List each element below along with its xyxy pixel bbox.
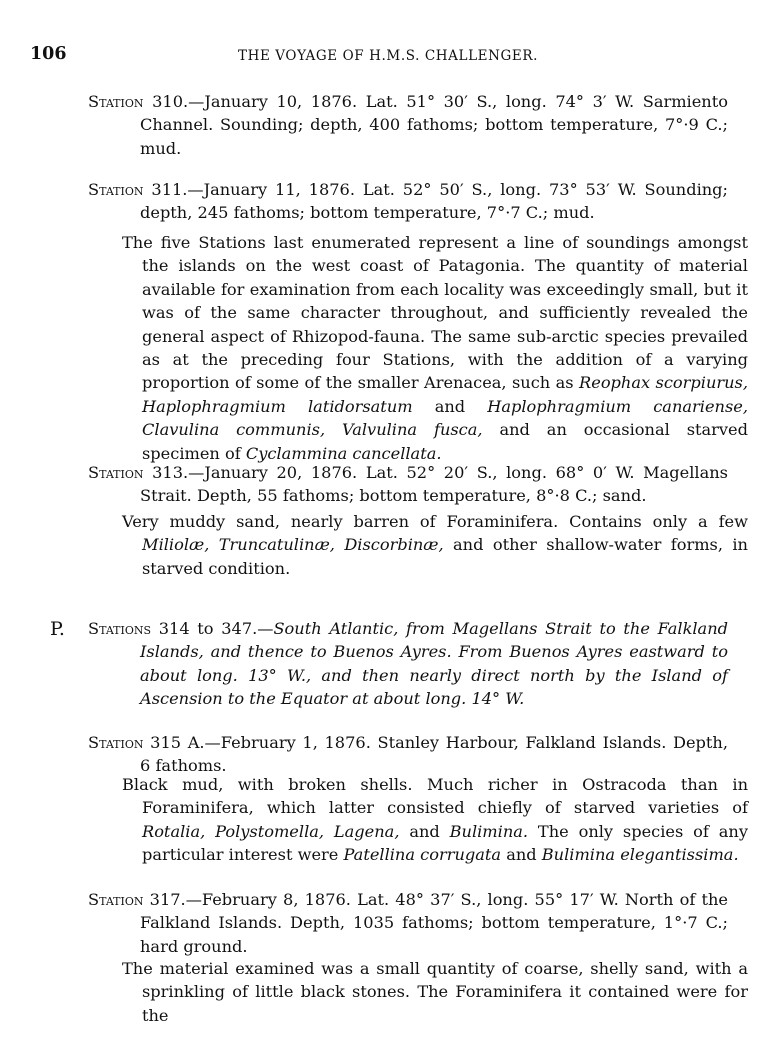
station-label: Station [88, 463, 144, 482]
station-311-description: The five Stations last enumerated represent a line of soundings amongst the islands on the west coast of Patagonia. The quantity of material available for examination from each locality was exceedingly small, but it was of the same character throughout, and sufficiently revealed the general aspect of Rhizopod-fauna. The same sub-arctic species prevailed as at the preceding four Stations, with the addition of a varying proportion of some of the smaller Arenacea, such as Reophax scorpiurus, Haplophragmium latidorsatum and Haplophragmium canariense, Clavulina communis, Valvulina fusca, and an occasional starved specimen of Cyclammina cancellata. [122, 233, 748, 463]
section-p-heading: Stations 314 to 347.—South Atlantic, from Magellans Strait to the Falkland Islands, and thence to Buenos Ayres. From Buenos Ayres eastward to about long. 13° W., and then nearly direct north by the Island of Ascension to the Equator at about long. 14° W. [88, 619, 728, 709]
station-313-description: Very muddy sand, nearly barren of Foraminifera. Contains only a few Miliolæ, Truncatulinæ, Discorbinæ, and other shallow-water forms, in starved condition. [122, 512, 748, 578]
station-header: Station 310.—January 10, 1876. Lat. 51° 30′ S., long. 74° 3′ W. Sarmiento Channel. Sounding; depth, 400 fathoms; bottom temperature, 7°·9 C.; mud. [88, 92, 728, 158]
station-header: Station 311.—January 11, 1876. Lat. 52° 50′ S., long. 73° 53′ W. Sounding; depth, 245 fathoms; bottom temperature, 7°·7 C.; mud. [88, 180, 728, 223]
running-title: THE VOYAGE OF H.M.S. CHALLENGER. [237, 48, 539, 64]
station-310 [88, 90, 728, 160]
running-header [30, 44, 746, 74]
station-label: Station [88, 92, 144, 111]
station-317 [88, 888, 728, 958]
station-315a [88, 731, 728, 778]
station-label: Station [88, 890, 144, 909]
station-311 [88, 178, 728, 225]
station-header: Station 313.—January 20, 1876. Lat. 52° 20′ S., long. 68° 0′ W. Magellans Strait. Depth, 55 fathoms; bottom temperature, 8°·8 C.; sand. [88, 463, 728, 506]
page-number: 106 [30, 44, 67, 64]
station-label: Station [88, 733, 144, 752]
station-header: Station 317.—February 8, 1876. Lat. 48° 37′ S., long. 55° 17′ W. North of the Falkland Islands. Depth, 1035 fathoms; bottom temperature, 1°·7 C.; hard ground. [88, 890, 728, 956]
station-313 [88, 461, 728, 508]
station-315a-description: Black mud, with broken shells. Much richer in Ostracoda than in Foraminifera, which latter consisted chiefly of starved varieties of Rotalia, Polystomella, Lagena, and Bulimina. The only species of any particular interest were Patellina corrugata and Bulimina elegantissima. [122, 775, 748, 865]
section-letter: P. [50, 618, 65, 640]
station-header: Station 315 A.—February 1, 1876. Stanley Harbour, Falkland Islands. Depth, 6 fathoms. [88, 733, 728, 776]
section-label: Stations [88, 619, 152, 638]
station-label: Station [88, 180, 144, 199]
station-317-description: The material examined was a small quantity of coarse, shelly sand, with a sprinkling of little black stones. The Foraminifera it contained were for the [122, 959, 748, 1025]
